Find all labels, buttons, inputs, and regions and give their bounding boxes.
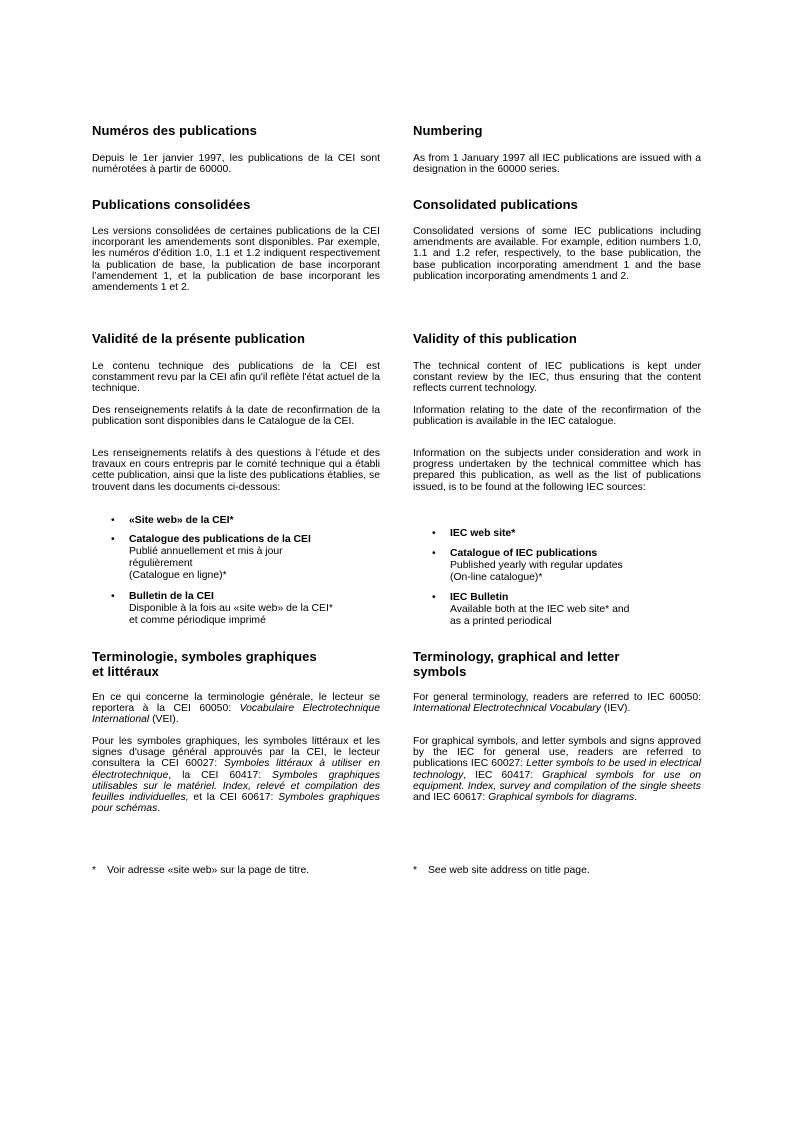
validity-p3-fr: Les renseignements relatifs à des questions à l’étude et des travaux en cours entrepris par le comité technique qui a établi cette publication, ainsi que la liste des publications établies, se trouvent dans les documents ci-dessous: [92, 448, 380, 493]
bullet-glyph: • [432, 528, 436, 539]
bullet-line: Disponible à la fois au «site web» de la CEI* [129, 603, 333, 614]
bullet-line: et comme périodique imprimé [129, 615, 266, 626]
terminology-p2-en: For graphical symbols, and letter symbols and signs approved by the IEC for general use, readers are referred to publications IEC 60027: Letter symbols to be used in electrical technology, IEC 60417: Graphical symbols for use on equipment. Index, survey and compilation of the single sheets and IEC 60617: Graphical symbols for diagrams. [413, 736, 702, 804]
validity-heading-fr: Validité de la présente publication [92, 331, 305, 346]
bullet-title: «Site web» de la CEI* [129, 515, 234, 526]
heading-line: Terminologie, symboles graphiques [92, 649, 317, 664]
terminology-p1-fr: En ce qui concerne la terminologie générale, le lecteur se reportera à la CEI 60050: Vocabulaire Electrotechnique International (VEI). [92, 692, 380, 726]
footnote-star: * [413, 865, 418, 876]
bullet-line: Published yearly with regular updates [450, 560, 623, 571]
bullet-line: Publié annuellement et mis à jour [129, 546, 283, 557]
heading-line: symbols [413, 664, 467, 679]
bullet-title: IEC web site* [450, 528, 516, 539]
consolidated-text-en: Consolidated versions of some IEC publications including amendments are available. For example, edition numbers 1.0, 1.1 and 1.2 refer, respectively, to the base publication, the base publication incorporating amendment 1 and the base publication incorporating amendments 1 and 2. [413, 226, 701, 282]
bullet-line: Available both at the IEC web site* and [450, 604, 630, 615]
terminology-p2-fr: Pour les symboles graphiques, les symboles littéraux et les signes d'usage général approuvés par la CEI, le lecteur consultera la CEI 60027: Symboles littéraux à utiliser en électrotechnique, la CEI 60417: Symboles graphiques utilisables sur le matériel. Index, relevé et compilation des feuilles individuelles, et la CEI 60617: Symboles graphiques pour schémas. [92, 736, 380, 815]
consolidated-heading-en: Consolidated publications [413, 197, 579, 212]
heading-line: Terminology, graphical and letter [413, 649, 620, 664]
numbering-text-en: As from 1 January 1997 all IEC publications are issued with a designation in the 60000 series. [413, 153, 701, 176]
validity-p3-en: Information on the subjects under consideration and work in progress undertaken by the technical committee which has prepared this publication, as well as the list of publications issued, is to be found at the following IEC sources: [413, 448, 701, 493]
numbering-heading-en: Numbering [413, 123, 483, 138]
bullet-glyph: • [111, 534, 115, 545]
footnote-star: * [92, 865, 97, 876]
bullet-line: régulièrement [129, 558, 193, 569]
terminology-p1-en: For general terminology, readers are referred to IEC 60050: International Electrotechnical Vocabulary (IEV). [413, 692, 701, 715]
numbering-text-fr: Depuis le 1er janvier 1997, les publications de la CEI sont numérotées à partir de 60000. [92, 153, 380, 176]
bullet-glyph: • [111, 515, 115, 526]
bullet-line: (Catalogue en ligne)* [129, 570, 227, 581]
footnote-text: Voir adresse «site web» sur la page de titre. [107, 865, 310, 876]
validity-p2-fr: Des renseignements relatifs à la date de reconfirmation de la publication sont disponibles dans le Catalogue de la CEI. [92, 405, 380, 428]
bullet-line: as a printed periodical [450, 616, 552, 627]
validity-heading-en: Validity of this publication [413, 331, 577, 346]
bullet-title: Catalogue des publications de la CEI [129, 534, 311, 545]
terminology-heading-fr [92, 649, 380, 679]
footnote-text: See web site address on title page. [428, 865, 590, 876]
heading-line: et littéraux [92, 664, 159, 679]
bullet-title: Catalogue of IEC publications [450, 548, 598, 559]
bullet-glyph: • [432, 548, 436, 559]
consolidated-heading-fr: Publications consolidées [92, 197, 251, 212]
numbering-heading-fr: Numéros des publications [92, 123, 257, 138]
validity-p1-fr: Le contenu technique des publications de la CEI est constamment revu par la CEI afin qu'il reflète l'état actuel de la technique. [92, 361, 380, 395]
validity-p2-en: Information relating to the date of the reconfirmation of the publication is available in the IEC catalogue. [413, 405, 701, 428]
bullet-title: IEC Bulletin [450, 592, 509, 603]
bullet-title: Bulletin de la CEI [129, 591, 214, 602]
validity-p1-en: The technical content of IEC publications is kept under constant review by the IEC, thus ensuring that the content reflects current technology. [413, 361, 701, 395]
bullet-glyph: • [432, 592, 436, 603]
bullet-line: (On-line catalogue)* [450, 572, 543, 583]
bullet-glyph: • [111, 591, 115, 602]
terminology-heading-en [413, 649, 701, 679]
consolidated-text-fr: Les versions consolidées de certaines publications de la CEI incorporant les amendements sont disponibles. Par exemple, les numéros d’édition 1.0, 1.1 et 1.2 indiquent respectivement la publication de base, la publication de base incorporant l’amendement 1, et la publication de base incorporant les amendements 1 et 2. [92, 226, 380, 294]
